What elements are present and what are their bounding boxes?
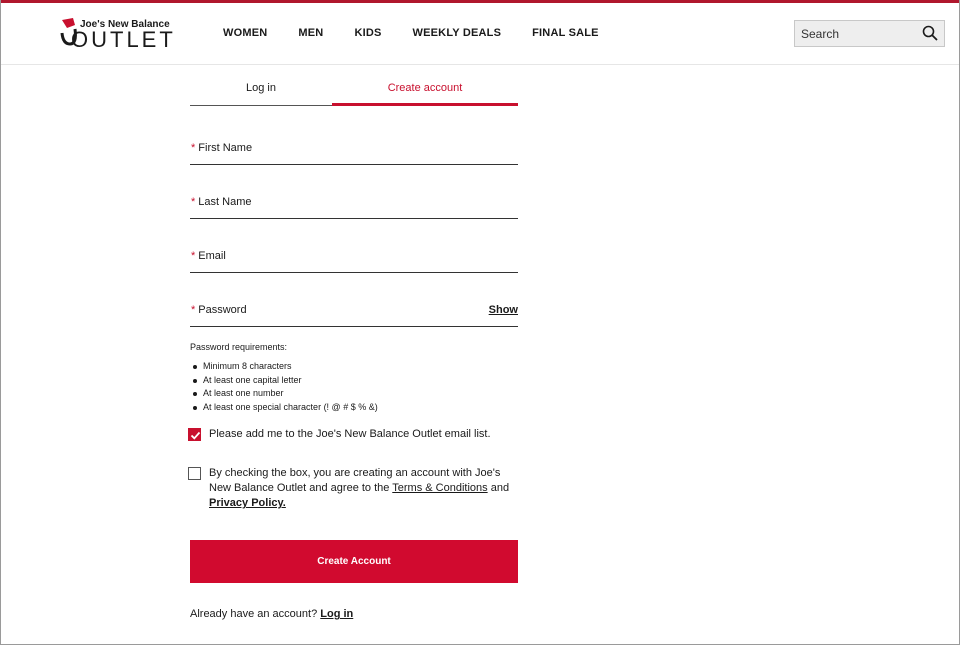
list-item: At least one special character (! @ # $ % &) xyxy=(203,402,378,416)
logo-bottom-text: OUTLET xyxy=(71,27,176,52)
nav-item-men[interactable]: MEN xyxy=(298,27,324,39)
log-in-link[interactable]: Log in xyxy=(320,608,354,620)
terms-row xyxy=(188,466,520,512)
login-prompt: Already have an account? Log in xyxy=(190,608,354,620)
nav-item-final-sale[interactable]: FINAL SALE xyxy=(532,27,599,39)
email-opt-in-checkbox[interactable] xyxy=(188,428,201,441)
password-requirements-title: Password requirements: xyxy=(190,342,288,352)
password-requirements-list xyxy=(203,361,378,415)
last-name-label: * Last Name xyxy=(191,196,252,208)
required-marker: * xyxy=(191,250,196,262)
tab-create-account[interactable]: Create account xyxy=(332,70,518,106)
logo-top-text: Joe's New Balance xyxy=(80,19,170,30)
search-input[interactable] xyxy=(795,21,915,46)
search-box xyxy=(794,20,945,47)
password-field[interactable] xyxy=(190,301,518,327)
email-field[interactable] xyxy=(190,247,518,273)
password-label: * Password xyxy=(191,304,247,316)
main-nav xyxy=(223,27,630,39)
required-marker: * xyxy=(191,196,196,208)
required-marker: * xyxy=(191,142,196,154)
brand-logo[interactable] xyxy=(59,17,179,53)
email-input[interactable] xyxy=(190,247,518,271)
tab-log-in[interactable]: Log in xyxy=(190,70,332,106)
email-opt-in-label: Please add me to the Joe's New Balance Outlet email list. xyxy=(209,428,491,440)
account-tabs xyxy=(190,70,518,106)
first-name-field[interactable] xyxy=(190,139,518,165)
checkmark-icon xyxy=(190,430,201,441)
last-name-field[interactable] xyxy=(190,193,518,219)
list-item: Minimum 8 characters xyxy=(203,361,378,375)
email-label: * Email xyxy=(191,250,226,262)
first-name-label: * First Name xyxy=(191,142,253,154)
terms-text: By checking the box, you are creating an account with Joe's New Balance Outlet and agree to the Terms & Conditions and Privacy Policy. xyxy=(209,467,510,509)
privacy-policy-link[interactable]: Privacy Policy. xyxy=(209,497,286,509)
site-header xyxy=(1,3,959,65)
list-item: At least one capital letter xyxy=(203,375,378,389)
create-account-button[interactable]: Create Account xyxy=(190,540,518,583)
nav-item-women[interactable]: WOMEN xyxy=(223,27,268,39)
show-password-button[interactable]: Show xyxy=(488,304,518,316)
required-marker: * xyxy=(191,304,196,316)
terms-link[interactable]: Terms & Conditions xyxy=(392,482,488,494)
terms-checkbox[interactable] xyxy=(188,467,201,480)
list-item: At least one number xyxy=(203,388,378,402)
nav-item-weekly-deals[interactable]: WEEKLY DEALS xyxy=(412,27,502,39)
nav-item-kids[interactable]: KIDS xyxy=(354,27,382,39)
email-opt-in-row xyxy=(188,427,518,443)
search-icon[interactable] xyxy=(922,25,938,41)
